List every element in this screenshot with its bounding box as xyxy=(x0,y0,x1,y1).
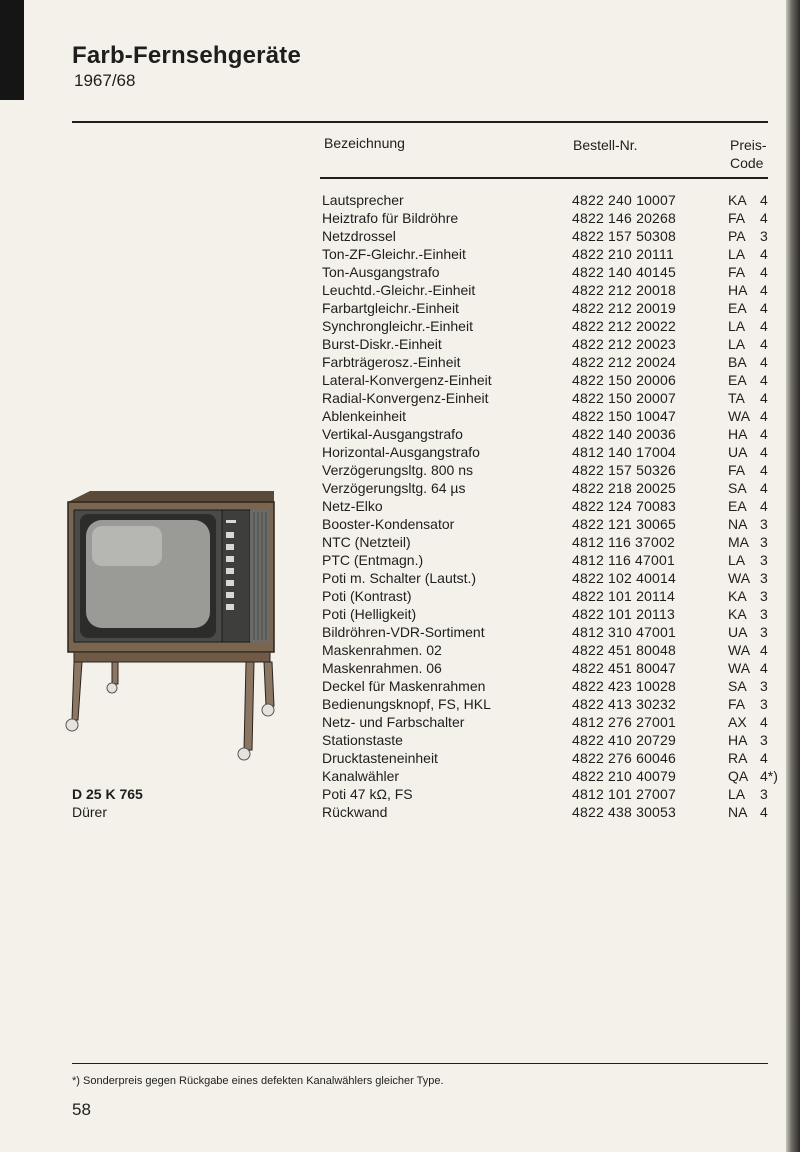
price-code: LA xyxy=(728,552,746,568)
part-name: Kanalwähler xyxy=(322,768,400,784)
price-code: WA xyxy=(728,408,751,424)
price-code: RA xyxy=(728,750,748,766)
order-number: 4822 212 20022 xyxy=(572,318,677,334)
part-name: NTC (Netzteil) xyxy=(322,534,411,550)
price-code: BA xyxy=(728,354,747,370)
part-name: Bildröhren-VDR-Sortiment xyxy=(322,624,485,640)
part-name: Netzdrossel xyxy=(322,228,396,244)
price-code: SA xyxy=(728,678,747,694)
table-row xyxy=(0,191,800,209)
order-number: 4822 150 20007 xyxy=(572,390,677,406)
price-group: 3 xyxy=(760,588,768,604)
column-header-price-line2: Code xyxy=(730,155,764,171)
order-number: 4822 140 20036 xyxy=(572,426,677,442)
price-group: 4 xyxy=(760,480,768,496)
part-name: Synchrongleichr.-Einheit xyxy=(322,318,473,334)
part-name: Verzögerungsltg. 800 ns xyxy=(322,462,473,478)
table-row xyxy=(0,335,800,353)
price-code: LA xyxy=(728,246,746,262)
order-number: 4812 140 17004 xyxy=(572,444,677,460)
price-code: FA xyxy=(728,264,746,280)
price-code: KA xyxy=(728,588,747,604)
price-group: 3 xyxy=(760,678,768,694)
top-rule xyxy=(72,121,768,123)
price-group: 4 xyxy=(760,660,768,676)
page-title: Farb-Fernsehgeräte xyxy=(72,42,301,69)
part-name: Stationstaste xyxy=(322,732,403,748)
price-code: WA xyxy=(728,642,751,658)
part-name: Maskenrahmen. 02 xyxy=(322,642,442,658)
column-header-price-line1: Preis- xyxy=(730,137,767,153)
part-name: Farbträgerosz.-Einheit xyxy=(322,354,461,370)
part-name: Heiztrafo für Bildröhre xyxy=(322,210,459,226)
footnote: *) Sonderpreis gegen Rückgabe eines defekten Kanalwählers gleicher Type. xyxy=(72,1075,444,1087)
price-group: 4 xyxy=(760,714,768,730)
price-group: 4 xyxy=(760,444,768,460)
order-number: 4822 410 20729 xyxy=(572,732,677,748)
order-number: 4812 116 37002 xyxy=(572,534,675,550)
table-row xyxy=(0,461,800,479)
part-name: Ablenkeinheit xyxy=(322,408,407,424)
part-name: Rückwand xyxy=(322,804,388,820)
order-number: 4822 212 20023 xyxy=(572,336,677,352)
order-number: 4822 101 20114 xyxy=(572,588,675,604)
price-code: NA xyxy=(728,516,748,532)
footnote-rule xyxy=(72,1063,768,1064)
price-code: KA xyxy=(728,606,747,622)
order-number: 4822 150 10047 xyxy=(572,408,677,424)
part-name: Poti (Helligkeit) xyxy=(322,606,417,622)
price-code: MA xyxy=(728,534,749,550)
price-group: 4 xyxy=(760,462,768,478)
order-number: 4822 150 20006 xyxy=(572,372,677,388)
order-number: 4822 218 20025 xyxy=(572,480,677,496)
price-group: 3 xyxy=(760,552,768,568)
price-group: 4 xyxy=(760,354,768,370)
table-row xyxy=(0,263,800,281)
table-row xyxy=(0,803,800,821)
order-number: 4812 116 47001 xyxy=(572,552,675,568)
part-name: Poti m. Schalter (Lautst.) xyxy=(322,570,477,586)
order-number: 4822 121 30065 xyxy=(572,516,677,532)
price-group: 3 xyxy=(760,696,768,712)
price-code: UA xyxy=(728,444,748,460)
header-rule xyxy=(320,177,768,179)
price-group: 3 xyxy=(760,624,768,640)
order-number: 4812 310 47001 xyxy=(572,624,677,640)
price-code: HA xyxy=(728,282,748,298)
order-number: 4822 451 80047 xyxy=(572,660,677,676)
table-row xyxy=(0,281,800,299)
part-name: Vertikal-Ausgangstrafo xyxy=(322,426,463,442)
price-group: 4 xyxy=(760,372,768,388)
price-code: HA xyxy=(728,732,748,748)
table-row xyxy=(0,443,800,461)
tv-set-image xyxy=(60,488,282,763)
price-code: TA xyxy=(728,390,745,406)
product-name: Dürer xyxy=(72,804,108,820)
table-row xyxy=(0,299,800,317)
price-group: 4 xyxy=(760,336,768,352)
part-name: Netz- und Farbschalter xyxy=(322,714,465,730)
price-group: 4 xyxy=(760,408,768,424)
price-group: 3 xyxy=(760,534,768,550)
order-number: 4822 101 20113 xyxy=(572,606,675,622)
part-name: Lautsprecher xyxy=(322,192,404,208)
price-code: EA xyxy=(728,498,747,514)
price-group: 4 xyxy=(760,426,768,442)
page-subtitle: 1967/68 xyxy=(74,71,136,90)
price-group: 4 xyxy=(760,750,768,766)
table-row xyxy=(0,227,800,245)
price-group: 3 xyxy=(760,228,768,244)
part-name: Maskenrahmen. 06 xyxy=(322,660,442,676)
price-code: WA xyxy=(728,660,751,676)
part-name: PTC (Entmagn.) xyxy=(322,552,424,568)
price-group: 4 xyxy=(760,192,768,208)
part-name: Drucktasteneinheit xyxy=(322,750,438,766)
order-number: 4822 140 40145 xyxy=(572,264,677,280)
table-row xyxy=(0,767,800,785)
part-name: Radial-Konvergenz-Einheit xyxy=(322,390,489,406)
part-name: Burst-Diskr.-Einheit xyxy=(322,336,442,352)
price-group: 3 xyxy=(760,606,768,622)
order-number: 4822 124 70083 xyxy=(572,498,677,514)
price-code: LA xyxy=(728,318,746,334)
price-code: EA xyxy=(728,372,747,388)
table-row xyxy=(0,425,800,443)
price-code: FA xyxy=(728,696,746,712)
price-group: 3 xyxy=(760,732,768,748)
part-name: Deckel für Maskenrahmen xyxy=(322,678,486,694)
price-code: SA xyxy=(728,480,747,496)
price-group: 4 xyxy=(760,264,768,280)
price-group: 4 xyxy=(760,498,768,514)
part-name: Horizontal-Ausgangstrafo xyxy=(322,444,480,460)
price-code: KA xyxy=(728,192,747,208)
price-code: AX xyxy=(728,714,747,730)
price-group: 4 xyxy=(760,210,768,226)
part-name: Netz-Elko xyxy=(322,498,383,514)
price-code: FA xyxy=(728,210,746,226)
price-group: 4 xyxy=(760,300,768,316)
column-header-order-number: Bestell-Nr. xyxy=(573,137,638,153)
price-code: EA xyxy=(728,300,747,316)
part-name: Poti (Kontrast) xyxy=(322,588,412,604)
order-number: 4822 210 40079 xyxy=(572,768,677,784)
order-number: 4822 438 30053 xyxy=(572,804,677,820)
table-row xyxy=(0,245,800,263)
part-name: Ton-ZF-Gleichr.-Einheit xyxy=(322,246,466,262)
product-model: D 25 K 765 xyxy=(72,786,143,802)
price-group: 4 xyxy=(760,318,768,334)
column-header-name: Bezeichnung xyxy=(324,135,405,151)
price-code: HA xyxy=(728,426,748,442)
price-code: LA xyxy=(728,786,746,802)
order-number: 4822 157 50308 xyxy=(572,228,677,244)
table-row xyxy=(0,389,800,407)
price-code: UA xyxy=(728,624,748,640)
price-code: PA xyxy=(728,228,746,244)
table-row xyxy=(0,317,800,335)
price-code: QA xyxy=(728,768,749,784)
price-code: LA xyxy=(728,336,746,352)
price-group: 3 xyxy=(760,786,768,802)
part-name: Verzögerungsltg. 64 µs xyxy=(322,480,466,496)
part-name: Farbartgleichr.-Einheit xyxy=(322,300,459,316)
price-code: NA xyxy=(728,804,748,820)
table-row xyxy=(0,407,800,425)
price-code: WA xyxy=(728,570,751,586)
table-row xyxy=(0,371,800,389)
table-row xyxy=(0,353,800,371)
part-name: Bedienungsknopf, FS, HKL xyxy=(322,696,491,712)
order-number: 4812 276 27001 xyxy=(572,714,677,730)
price-group: 4 xyxy=(760,282,768,298)
order-number: 4822 276 60046 xyxy=(572,750,677,766)
price-group: 4*) xyxy=(760,768,778,784)
order-number: 4822 240 10007 xyxy=(572,192,677,208)
part-name: Poti 47 kΩ, FS xyxy=(322,786,413,802)
page-number: 58 xyxy=(72,1100,91,1119)
order-number: 4822 212 20024 xyxy=(572,354,677,370)
order-number: 4822 146 20268 xyxy=(572,210,677,226)
price-code: FA xyxy=(728,462,746,478)
order-number: 4822 451 80048 xyxy=(572,642,677,658)
price-group: 3 xyxy=(760,516,768,532)
price-group: 4 xyxy=(760,804,768,820)
price-group: 4 xyxy=(760,246,768,262)
price-group: 4 xyxy=(760,390,768,406)
part-name: Booster-Kondensator xyxy=(322,516,455,532)
part-name: Leuchtd.-Gleichr.-Einheit xyxy=(322,282,476,298)
table-row xyxy=(0,209,800,227)
price-group: 4 xyxy=(760,642,768,658)
order-number: 4812 101 27007 xyxy=(572,786,677,802)
order-number: 4822 157 50326 xyxy=(572,462,677,478)
order-number: 4822 102 40014 xyxy=(572,570,677,586)
part-name: Ton-Ausgangstrafo xyxy=(322,264,440,280)
order-number: 4822 210 20111 xyxy=(572,246,674,262)
order-number: 4822 212 20019 xyxy=(572,300,677,316)
price-group: 3 xyxy=(760,570,768,586)
order-number: 4822 423 10028 xyxy=(572,678,677,694)
order-number: 4822 212 20018 xyxy=(572,282,677,298)
part-name: Lateral-Konvergenz-Einheit xyxy=(322,372,492,388)
black-tab-marker xyxy=(0,0,24,100)
order-number: 4822 413 30232 xyxy=(572,696,677,712)
